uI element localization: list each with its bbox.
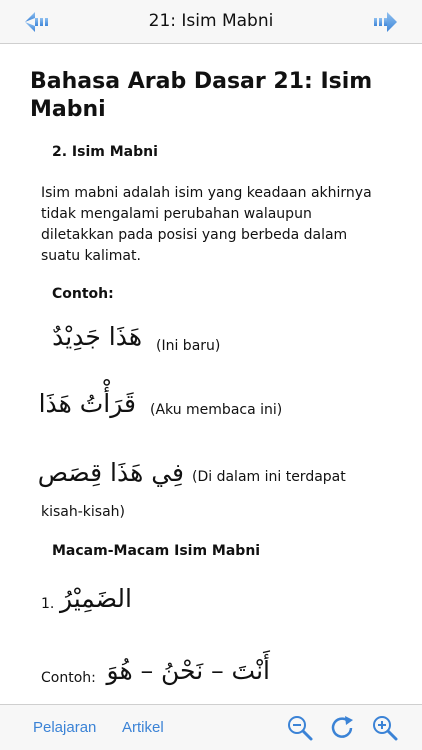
type-1-arabic: الضَمِيْرُ — [59, 584, 132, 613]
arrow-right-icon[interactable] — [370, 10, 398, 34]
examples-label: Contoh: — [52, 286, 114, 302]
nav-title: 21: Isim Mabni — [148, 11, 274, 31]
article-title: Bahasa Arab Dasar 21: Isim Mabni — [30, 69, 373, 122]
example-3-gloss: (Di dalam ini terdapat — [192, 469, 346, 485]
example-1-arabic: هَذَا جَدِيْدٌ — [52, 322, 142, 351]
type-1-number: 1. — [41, 596, 55, 612]
pronoun-example-arabic: أَنْتَ – نَحْنُ – هُوَ — [106, 656, 270, 685]
types-heading: Macam-Macam Isim Mabni — [52, 543, 261, 559]
pronoun-example-label: Contoh: — [41, 670, 96, 686]
lessons-tab[interactable]: Pelajaran — [33, 719, 97, 736]
example-2-arabic: قَرَأْتُ هَذَا — [38, 389, 136, 418]
example-3-arabic: فِي هَذَا قِصَص — [37, 458, 184, 487]
article-content[interactable] — [0, 44, 422, 704]
example-2-gloss: (Aku membaca ini) — [150, 402, 283, 418]
bottom-toolbar — [0, 704, 422, 750]
zoom-in-icon[interactable] — [371, 714, 399, 742]
refresh-icon[interactable] — [329, 714, 357, 742]
navigation-bar — [0, 0, 422, 44]
section-heading: 2. Isim Mabni — [52, 144, 158, 160]
example-1-gloss: (Ini baru) — [156, 338, 221, 354]
articles-tab[interactable]: Artikel — [122, 719, 164, 736]
zoom-out-icon[interactable] — [286, 714, 314, 742]
definition-paragraph: Isim mabni adalah isim yang keadaan akhirnya tidak mengalami perubahan walaupun diletakkan pada posisi yang berbeda dalam suatu kalimat. — [41, 185, 372, 264]
example-3-gloss-continued: kisah-kisah) — [41, 504, 125, 520]
